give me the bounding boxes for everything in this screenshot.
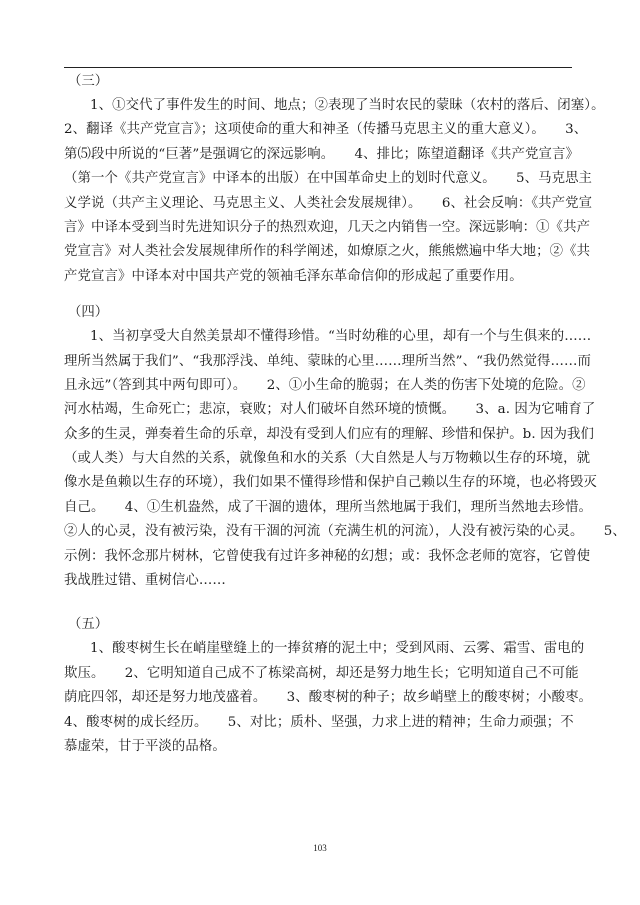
text-line: 第⑸段中所说的“巨著”是强调它的深远影响。 4、排比；陈望道翻译《共产党宣言》 [64,146,579,162]
text-line: 欺压。 2、它明知道自己成不了栋梁高树，却还是努力地生长；它明知道自己不可能 [64,665,579,681]
answer-paragraph [64,94,605,289]
text-line: 义学说（共产主义理论、马克思主义、人类社会发展规律）。 6、社会反响：《共产党宣 [64,195,593,211]
text-line: 荫庇四邻，却还是努力地茂盛着。 3、酸枣树的种子；故乡峭壁上的酸枣树；小酸枣。 [64,690,593,706]
text-line: 党宣言》对人类社会发展规律所作的科学阐述，如燎原之火，熊熊燃遍中华大地；②《共 [64,244,591,260]
header-rule [64,67,572,68]
document-body [64,70,626,759]
text-line: 众多的生灵，弹奏着生命的乐章，却没有受到人们应有的理解、珍惜和保护。b. 因为我们 [64,426,595,442]
section-heading: （五） [68,617,109,633]
text-line: 1、①交代了事件发生的时间、地点；②表现了当时农民的蒙昧（农村的落后、闭塞）。 [90,98,605,113]
text-line: 自己。 4、①生机盎然，成了干涸的遗体，理所当然地属于我们，理所当然地去珍惜。 [64,499,593,515]
text-line: 且永远”（答到其中两句即可）。 2、①小生命的脆弱；在人类的伤害下处境的危险。② [64,377,586,393]
section-3 [64,70,605,289]
text-line: 慕虚荣，甘于平淡的品格。 [64,738,226,754]
text-line: （或人类）与大自然的关系，就像鱼和水的关系（大自然是人与万物赖以生存的环境，就 [64,451,591,467]
text-line: 像水是鱼赖以生存的环境），我们如果不懂得珍惜和保护自己赖以生存的环境，也必将毁灭 [64,475,597,491]
section-heading: （四） [68,305,109,321]
text-line: 产党宣言》中译本对中国共产党的领袖毛泽东革命信仰的形成起了重要作用。 [64,268,523,284]
section-5 [64,613,593,759]
text-line: （第一个《共产党宣言》中译本的出版）在中国革命史上的划时代意义。 5、马克思主 [64,171,593,187]
text-line: ②人的心灵，没有被污染，没有干涸的河流（充满生机的河流），人没有被污染的心灵。 5、 [64,524,626,540]
text-line: 言》中译本受到当时先进知识分子的热烈欢迎，几天之内销售一空。深远影响：①《共产 [64,219,591,235]
text-line: 4、酸枣树的成长经历。 5、对比；质朴、坚强，力求上进的精神；生命力顽强；不 [64,714,574,730]
answer-paragraph [64,325,626,593]
text-line: 河水枯竭，生命死亡；悲凉，衰败；对人们破坏自然环境的愤慨。 3、a. 因为它哺育了 [64,402,596,418]
section-heading: （三） [68,74,109,89]
text-line: 1、酸枣树生长在峭崖壁缝上的一捧贫瘠的泥土中；受到风雨、云雾、霜雪、雷电的 [90,641,585,657]
page-number: 103 [313,843,327,853]
text-line: 理所当然属于我们”、“我那浮浅、单纯、蒙昧的心里……理所当然”、“我仍然觉得……而 [64,353,591,369]
answer-paragraph [64,637,593,759]
text-line: 我战胜过错、重树信心…… [64,573,226,589]
text-line: 示例：我怀念那片树林，它曾使我有过许多神秘的幻想；或：我怀念老师的宽容，它曾使 [64,548,591,564]
text-line: 2、翻译《共产党宣言》；这项使命的重大和神圣（传播马克思主义的重大意义）。 3、 [64,122,588,138]
text-line: 1、当初享受大自然美景却不懂得珍惜。“当时幼稚的心里，却有一个与生俱来的…… [90,329,592,345]
section-4 [64,301,626,593]
